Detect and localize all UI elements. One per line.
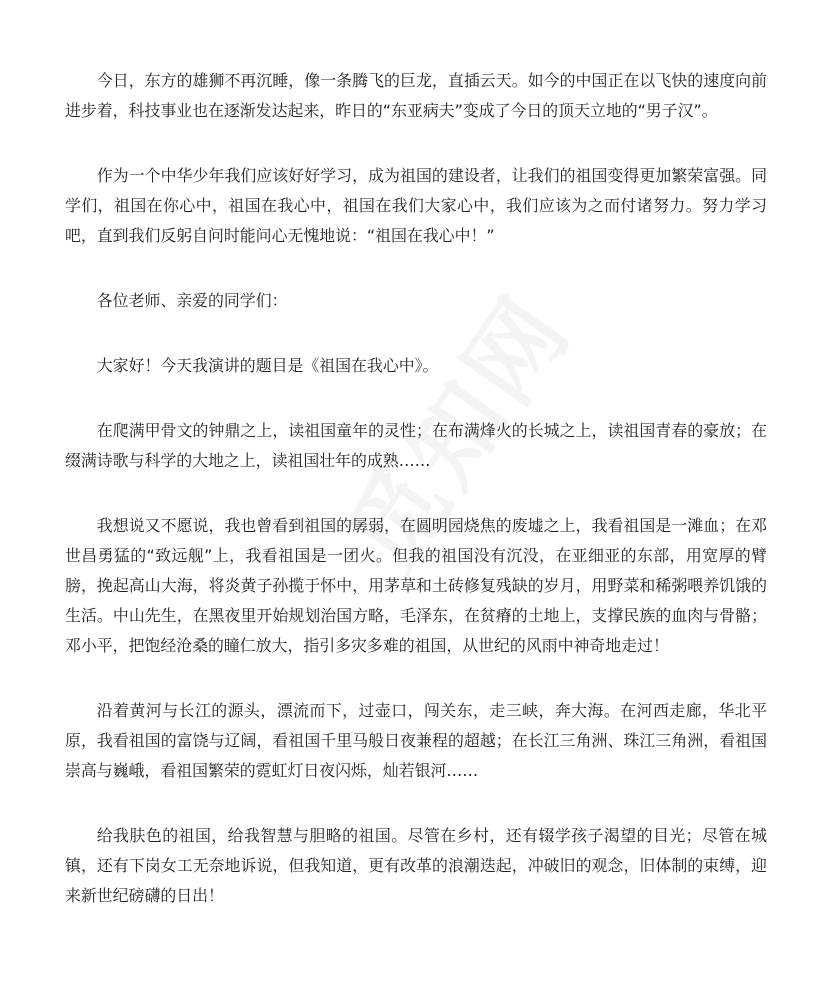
speech-title-intro: 大家好！今天我演讲的题目是《祖国在我心中》。 bbox=[96, 356, 439, 375]
paragraph: 我想说又不愿说，我也曾看到祖国的孱弱，在圆明园烧焦的废墟之上，我看祖国是一滩血；在邓世昌勇猛的“致远舰”上，我看祖国是一团火。但我的祖国没有沉没，在亚细亚的东部，用宽厚的臂膀，挽起高山大海，将炎黄子孙揽于怀中，用茅草和土砖修复残缺的岁月，用野菜和稀粥喂养饥饿的生活。中山先生，在黑夜里开始规划治国方略，毛泽东，在贫瘠的土地上，支撑民族的血肉与骨骼；邓小平，把饱经沧桑的瞳仁放大，指引多灾多难的祖国，从世纪的风雨中神奇地走过！ bbox=[65, 516, 767, 655]
document-body bbox=[65, 66, 767, 946]
paragraph: 沿着黄河与长江的源头，漂流而下，过壶口，闯关东，走三峡，奔大海。在河西走廊，华北平原，我看祖国的富饶与辽阔，看祖国千里马般日夜兼程的超越；在长江三角洲、珠江三角洲，看祖国崇高与巍峨，看祖国繁荣的霓虹灯日夜闪烁，灿若银河…… bbox=[65, 701, 767, 780]
paragraph: 今日，东方的雄狮不再沉睡，像一条腾飞的巨龙，直插云天。如今的中国正在以飞快的速度向前进步着，科技事业也在逐渐发达起来，昨日的“东亚病夫”变成了今日的顶天立地的“男子汉”。 bbox=[65, 71, 767, 120]
paragraph: 给我肤色的祖国，给我智慧与胆略的祖国。尽管在乡村，还有辍学孩子渴望的目光；尽管在城镇，还有下岗女工无奈地诉说，但我知道，更有改革的浪潮迭起，冲破旧的观念，旧体制的束缚，迎来新世纪磅礴的日出！ bbox=[65, 826, 767, 905]
greeting: 各位老师、亲爱的同学们： bbox=[96, 291, 288, 310]
paragraph: 作为一个中华少年我们应该好好学习，成为祖国的建设者，让我们的祖国变得更加繁荣富强。同学们，祖国在你心中，祖国在我心中，祖国在我们大家心中，我们应该为之而付诸努力。努力学习吧，直到我们反躬自问时能问心无愧地说：“祖国在我心中！” bbox=[65, 166, 767, 245]
paragraph: 在爬满甲骨文的钟鼎之上，读祖国童年的灵性；在布满烽火的长城之上，读祖国青春的豪放；在缀满诗歌与科学的大地之上，读祖国壮年的成熟…… bbox=[65, 421, 767, 470]
